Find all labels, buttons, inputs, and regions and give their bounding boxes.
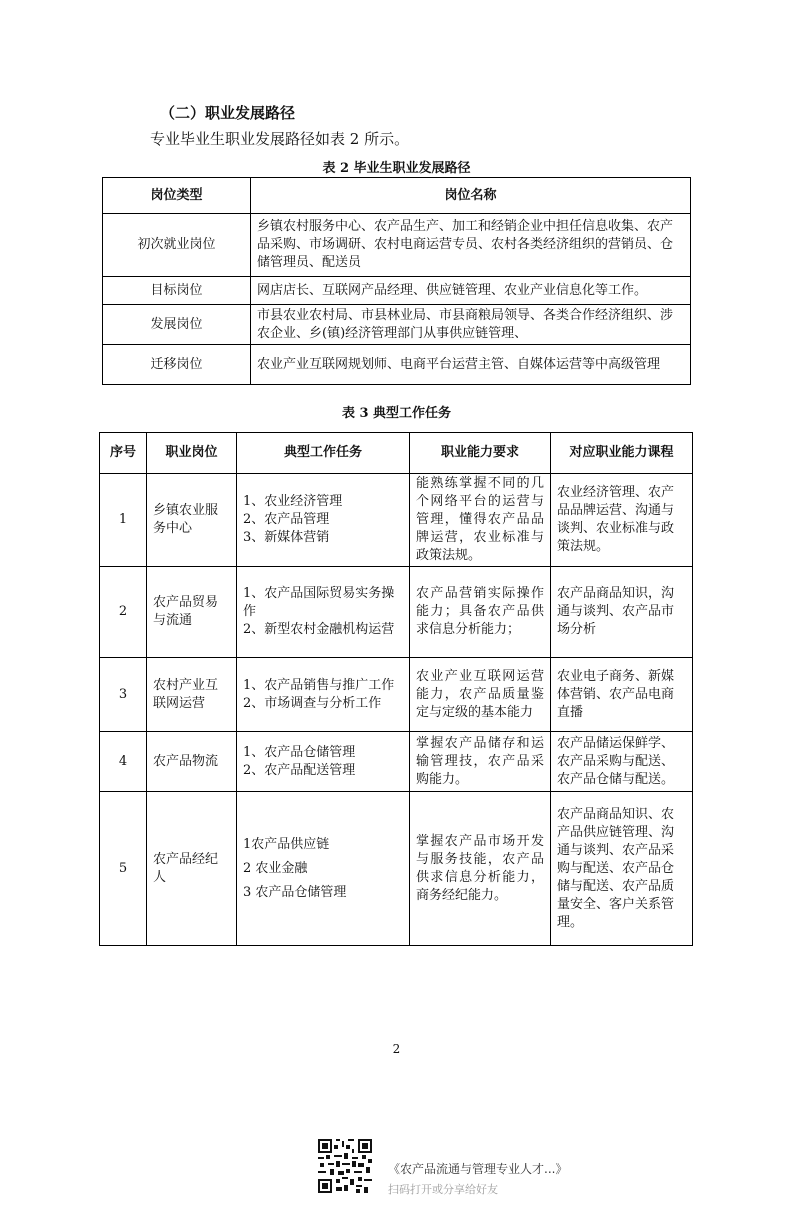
task-item: 1、农业经济管理: [243, 494, 343, 509]
post-type-cell: 目标岗位: [103, 277, 251, 305]
row-number-cell: 3: [100, 658, 147, 732]
qr-code-icon[interactable]: [316, 1137, 374, 1195]
post-cell: 农村产业互联网运营: [147, 658, 237, 732]
section-intro: 专业毕业生职业发展路径如表 2 所示。: [150, 130, 410, 148]
row-number-cell: 1: [100, 474, 147, 567]
table3-caption: 表 3 典型工作任务: [341, 406, 452, 421]
share-title[interactable]: 《农产品流通与管理专业人才...》: [388, 1162, 568, 1176]
row-number-cell: 4: [100, 732, 147, 792]
task-item: 3 农产品仓储管理: [243, 884, 347, 900]
task-item: 2、新型农村金融机构运营: [243, 622, 395, 637]
post-cell: 乡镇农业服务中心: [147, 474, 237, 567]
tasks-cell: [237, 732, 410, 792]
task-item: 1、农产品国际贸易实务操作: [243, 586, 395, 619]
table-row: [100, 658, 693, 732]
task-item: 2、市场调查与分析工作: [243, 695, 382, 711]
ability-cell: 农产品营销实际操作能力；具备农产品供求信息分析能力；: [410, 567, 551, 658]
courses-cell: 农产品商品知识、农产品供应链管理、沟通与谈判、农产品采购与配送、农产品仓储与配送、农产品质量安全、客户关系管理。: [551, 792, 693, 946]
courses-cell: 农业电子商务、新媒体营销、农产品电商直播: [551, 658, 693, 732]
ability-cell: 掌握农产品储存和运输管理技，农产品采购能力。: [410, 732, 551, 792]
career-path-table: [102, 177, 691, 385]
task-item: 1、农产品仓储管理: [243, 744, 356, 760]
post-names-cell: 市县农业农村局、市县林业局、市县商粮局领导、各类合作经济组织、涉农企业、乡(镇)经济管理部门从事供应链管理、: [251, 305, 691, 345]
table-row: [100, 732, 693, 792]
row-number-cell: 2: [100, 567, 147, 658]
task-item: 2、农产品管理: [243, 512, 330, 527]
ability-cell: 能熟练掌握不同的几个网络平台的运营与管理，懂得农产品品牌运营，农业标准与政策法规。: [410, 474, 551, 567]
task-item: 3、新媒体营销: [243, 530, 330, 545]
table-row: [103, 214, 691, 277]
table-header: 岗位类型: [103, 178, 251, 214]
table-row: [103, 305, 691, 345]
table-row: [100, 567, 693, 658]
table-header: 序号: [100, 433, 147, 474]
table-header: 对应职业能力课程: [551, 433, 693, 474]
table-header: 典型工作任务: [237, 433, 410, 474]
table-header: 职业能力要求: [410, 433, 551, 474]
post-type-cell: 初次就业岗位: [103, 214, 251, 277]
courses-cell: 农业经济管理、农产品品牌运营、沟通与谈判、农业标准与政策法规。: [551, 474, 693, 567]
table-header: 职业岗位: [147, 433, 237, 474]
tasks-cell: [237, 792, 410, 946]
table-row: [100, 792, 693, 946]
task-item: 2、农产品配送管理: [243, 762, 356, 778]
table-row: [103, 345, 691, 385]
table-header: 岗位名称: [251, 178, 691, 214]
courses-cell: 农产品商品知识，沟通与谈判、农产品市场分析: [551, 567, 693, 658]
table2-caption: 表 2 毕业生职业发展路径: [322, 161, 471, 176]
ability-cell: 掌握农产品市场开发与服务技能，农产品供求信息分析能力，商务经纪能力。: [410, 792, 551, 946]
tasks-cell: [237, 474, 410, 567]
post-names-cell: 乡镇农村服务中心、农产品生产、加工和经销企业中担任信息收集、农产品采购、市场调研、农村电商运营专员、农村各类经济组织的营销员、仓储管理员、配送员: [251, 214, 691, 277]
post-cell: 农产品物流: [147, 732, 237, 792]
tasks-cell: [237, 658, 410, 732]
task-item: 1农产品供应链: [243, 836, 330, 852]
typical-tasks-table: [99, 432, 693, 946]
page-number: 2: [392, 1042, 401, 1056]
table-row: [100, 474, 693, 567]
ability-cell: 农业产业互联网运营能力，农产品质量鉴定与定级的基本能力: [410, 658, 551, 732]
courses-cell: 农产品储运保鲜学、农产品采购与配送、农产品仓储与配送。: [551, 732, 693, 792]
post-names-cell: 网店店长、互联网产品经理、供应链管理、农业产业信息化等工作。: [251, 277, 691, 305]
post-cell: 农产品经纪人: [147, 792, 237, 946]
post-names-cell: 农业产业互联网规划师、电商平台运营主管、自媒体运营等中高级管理: [251, 345, 691, 385]
post-cell: 农产品贸易与流通: [147, 567, 237, 658]
task-item: 1、农产品销售与推广工作: [243, 677, 395, 693]
table-row: [103, 277, 691, 305]
share-subtitle: 扫码打开或分享给好友: [388, 1183, 498, 1196]
post-type-cell: 发展岗位: [103, 305, 251, 345]
task-item: 2 农业金融: [243, 860, 308, 876]
row-number-cell: 5: [100, 792, 147, 946]
post-type-cell: 迁移岗位: [103, 345, 251, 385]
section-heading: （二）职业发展路径: [160, 104, 296, 122]
tasks-cell: [237, 567, 410, 658]
